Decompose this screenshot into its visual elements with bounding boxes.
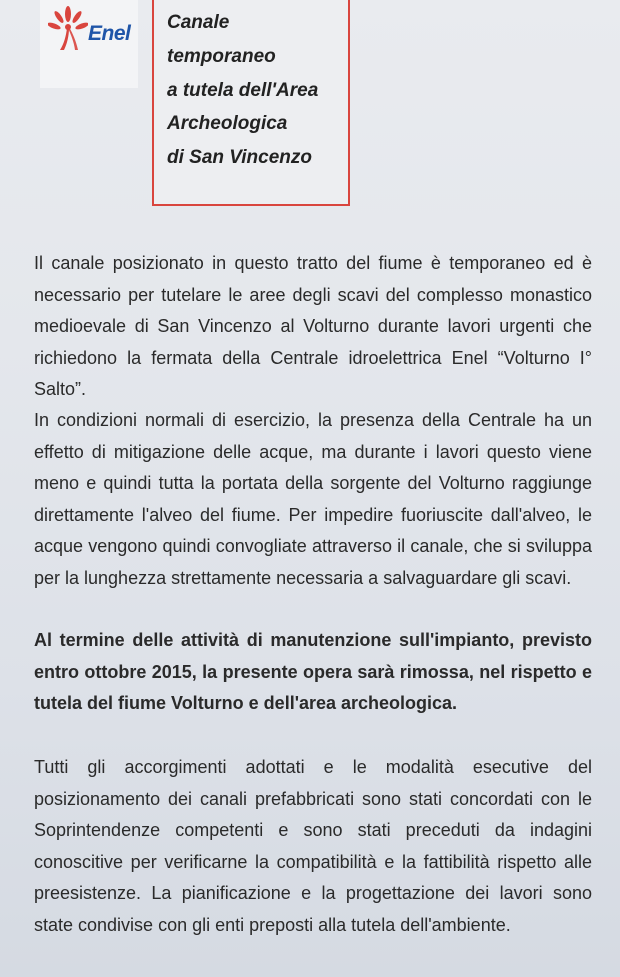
- paragraph-approvals: Tutti gli accorgimenti adottati e le modalità esecutive del posizionamento dei canali prefabbricati sono stati concordati con le Soprintendenze competenti e sono stati preceduti da indagini conoscitive per verificarne la compatibilità e la fattibilità rispetto alle preesistenze. La pianificazione e la progettazione dei lavori sono state condivise con gli enti preposti alla tutela dell'ambiente.: [34, 757, 592, 935]
- paragraph-removal-notice: Al termine delle attività di manutenzione sull'impianto, previsto entro ottobre 2015, la presente opera sarà rimossa, nel rispetto e tutela del fiume Volturno e dell'area archeologica.: [34, 630, 592, 713]
- paragraph-purpose: Il canale posizionato in questo tratto del fiume è temporaneo ed è necessario per tutelare le aree degli scavi del complesso monastico medioevale di San Vincenzo al Volturno durante lavori urgenti che richiedono la fermata della Centrale idroelettrica Enel “Volturno I° Salto”.: [34, 253, 592, 399]
- sign-title-box: [152, 0, 350, 206]
- sign-title-line-4: Archeologica: [167, 113, 288, 134]
- sign-title-line-5: di San Vincenzo: [167, 147, 312, 168]
- sign-title-line-3: a tutela dell'Area: [167, 80, 319, 101]
- sign-title-line-2: temporaneo: [167, 46, 276, 67]
- enel-flower-icon: [48, 6, 88, 52]
- sign-title-line-1: Canale: [167, 12, 230, 33]
- enel-logo-text: Enel: [88, 22, 131, 45]
- paragraph-conditions: In condizioni normali di esercizio, la presenza della Centrale ha un effetto di mitigazione delle acque, ma durante i lavori questo viene meno e quindi tutta la portata della sorgente del Volturno raggiunge direttamente l'alveo del fiume. Per impedire fuoriuscite dall'alveo, le acque vengono quindi convogliate attraverso il canale, che si sviluppa per la lunghezza strettamente necessaria a salvaguardare gli scavi.: [34, 410, 592, 588]
- enel-logo: [40, 0, 138, 88]
